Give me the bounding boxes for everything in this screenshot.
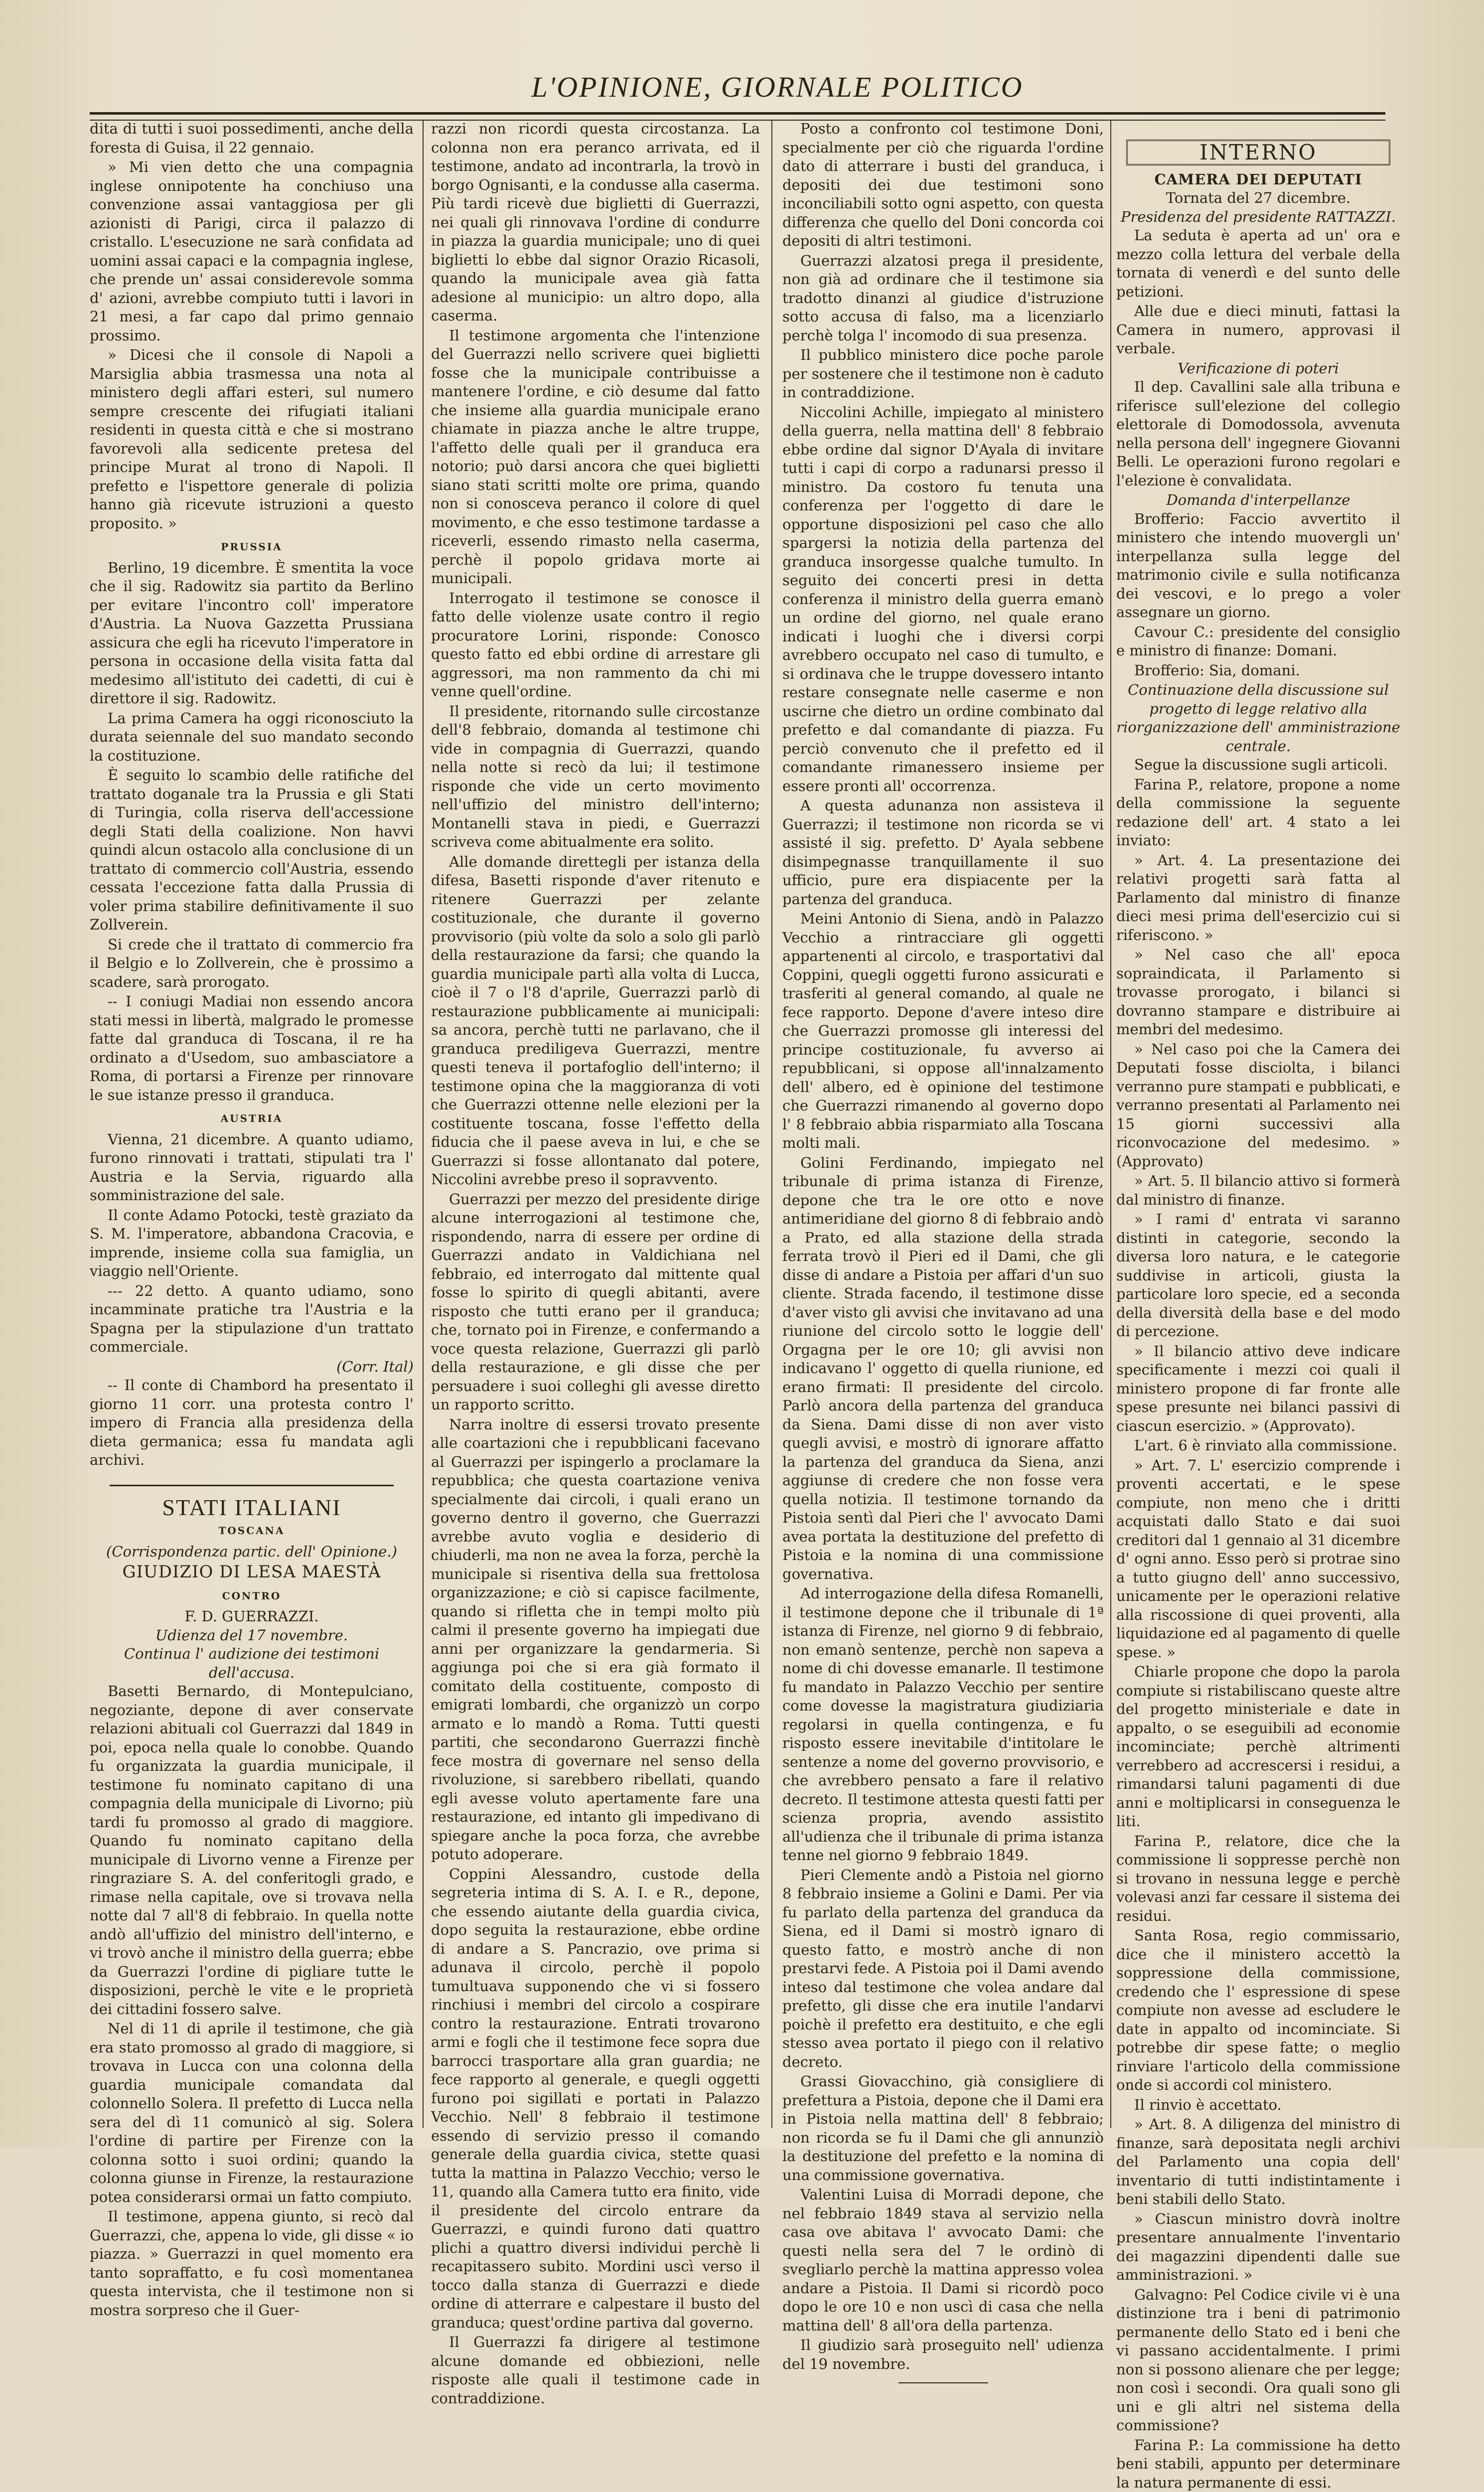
trial-heading: GIUDIZIO DI LESA MAESTÀ xyxy=(90,1563,414,1582)
paragraph: Alle due e dieci minuti, fattasi la Camera in numero, approvasi il verbale. xyxy=(1116,302,1400,358)
paragraph: Il testimone argomenta che l'intenzione del Guerrazzi nello scrivere quei biglietti fosse che la municipale contribuisse a mantenere l'ordine, e ciò desume dal fatto che insieme alla guardia municipale erano chiamate in piazza anche le altre truppe, l'affetto delle quali per il granduca era notorio; può darsi ancora che quei biglietti siano stati scritti molte ore prima, quando non si conosceva peranco il colore di quel movimento, e che esso testimone tardasse a riceverli, essendo rimasto nella caserma, perchè il popolo gridava morte ai municipali. xyxy=(431,326,760,588)
paragraph: Il rinvio è accettato. xyxy=(1116,2096,1400,2115)
paragraph: Basetti Bernardo, di Montepulciano, negoziante, depone di aver conservate relazioni abituali col Guerrazzi dal 1849 in poi, epoca nella quale lo conobbe. Quando fu organizzata la guardia municipale, il testimone fu nominato capitano di una compagnia della municipale di Livorno; più tardi fu promosso al grado di maggiore. Quando fu nominato capitano della municipale di Livorno venne a Firenze per ringraziare S. A. del conferitogli grado, e rimase nella capitale, ove si trovava nella notte dal 7 all'8 di febbraio. In quella notte andò all'uffizio del ministro dell'interno, e vi trovò anche il ministro della guerra; ebbe da Guerrazzi l'ordine di pigliare tutte le disposizioni, perchè le vite e le proprietà dei cittadini fossero salve. xyxy=(90,1682,414,2019)
session-date: Tornata del 27 dicembre. xyxy=(1116,189,1400,208)
paragraph: --- 22 detto. A quanto udiamo, sono incamminate pratiche tra l'Austria e la Spagna per la stipulazione d'un trattato commerciale. xyxy=(90,1282,414,1357)
correspondence-note: (Corrispondenza partic. dell' Opinione.) xyxy=(90,1543,414,1561)
paragraph: -- Il conte di Chambord ha presentato il giorno 11 corr. una protesta contro l' impero di Francia alla presidenza della dieta germanica; essa fu mandata agli archivi. xyxy=(90,1376,414,1470)
paragraph: L'art. 6 è rinviato alla commissione. xyxy=(1116,1436,1400,1455)
paragraph: Si crede che il trattato di commercio fra il Belgio e lo Zollverein, che è prossimo a scadere, sarà prorogato. xyxy=(90,935,414,992)
paragraph: Guerrazzi alzatosi prega il presidente, non già ad ordinare che il testimone sia tradotto dinanzi al giudice d'istruzione sotto accusa di falso, ma a licenziarlo perchè tolga l' incomodo di sua presenza. xyxy=(782,252,1104,345)
paragraph: Cavour C.: presidente del consiglio e ministro di finanze: Domani. xyxy=(1116,623,1400,660)
hearing-date: Udienza del 17 novembre. xyxy=(90,1626,414,1645)
paragraph: Meini Antonio di Siena, andò in Palazzo Vecchio a rintracciare gli oggetti appartenenti al circolo, e trasportativi dal Coppini, quegli oggetti furono assicurati e trasferiti al general comando, al quale ne fece rapporto. Depone d'avere inteso dire che Guerrazzi promosse gli interessi del principe costituzionale, fu avverso ai repubblicani, si oppose all'innalzamento dell' albero, ed è opinione del testimone che Guerrazzi rimanendo al governo dopo l' 8 febbraio abbia risparmiato alla Toscana molti mali. xyxy=(782,910,1104,1153)
column-divider xyxy=(423,120,424,2128)
column-divider xyxy=(1110,120,1111,2128)
paragraph: -- I coniugi Madiai non essendo ancora stati messi in libertà, malgrado le promesse fatte dal granduca di Toscana, il re ha ordinato a d'Usedom, suo ambasciatore a Roma, di portarsi a Firenze per rinnovare le sue istanze presso il granduca. xyxy=(90,992,414,1104)
column-1 xyxy=(90,120,414,2113)
subheading: Domanda d'interpellanze xyxy=(1116,491,1400,510)
column-4 xyxy=(1116,120,1400,2113)
paragraph: Il presidente, ritornando sulle circostanze dell'8 febbraio, domanda al testimone chi vide in compagnia di Guerrazzi, quando nella notte si recò da lui; il testimone risponde che vide un certo movimento nell'uffizio del ministro dell'interno; Montanelli stava in piedi, e Guerrazzi scriveva come abitualmente era solito. xyxy=(431,702,760,852)
paragraph: Santa Rosa, regio commissario, dice che il ministero accettò la soppressione della commissione, credendo che l' espressione di spese compiute non avesse ad escludere le date in appalto od incominciate. Si potrebbe dir spese fatte; o meglio rinviare l'articolo della commissione onde si accordi col ministero. xyxy=(1116,1926,1400,2095)
end-rule xyxy=(898,2382,988,2383)
paragraph: Pieri Clemente andò a Pistoia nel giorno 8 febbraio insieme a Golini e Dami. Per via fu parlato della partenza del granduca da Siena, ed il Dami si mostrò ignaro di questo fatto, e mostrò anche di non prestarvi fede. A Pistoia poi il Dami avendo inteso dal testimone che volea andare dal prefetto, gli disse che era inutile l'andarvi poichè il prefetto era destituito, e che egli stesso avea portato il piego con il relativo decreto. xyxy=(782,1866,1104,2072)
paragraph: » Art. 4. La presentazione dei relativi progetti sarà fatta al Parlamento dal ministro di finanze dieci mesi prima dell'esercizio cui si riferiscono. » xyxy=(1116,851,1400,945)
paragraph: Coppini Alessandro, custode della segreteria intima di S. A. I. e R., depone, che essendo aiutante della guardia civica, dopo seguita la restaurazione, ebbe ordine di andare a S. Pancrazio, ove prima si adunava il circolo, perchè il popolo tumultuava supponendo che vi si fossero rinchiusi i membri del circolo a cospirare contro la restaurazione. Entrati trovarono armi e fogli che il testimone fece sopra due barrocci trasportare alla gran guardia; ne fece rapporto al generale, e quegli oggetti furono poi sigillati e portati in Palazzo Vecchio. Nell' 8 febbraio il testimone essendo di servizio presso il comando generale della guardia civica, stette quasi tutta la mattina in Palazzo Vecchio; verso le 11, quando alla Camera tutto era finito, vide il presidente del circolo entrare da Guerrazzi, e quindi furono dati quattro plichi a quattro diversi individui perchè li recapitassero subito. Mordini uscì verso il tocco dalla stanza di Guerrazzi e diede ordine di atterrare e calpestare il busto del granduca; quest'ordine partiva dal governo. xyxy=(431,1865,760,2333)
paragraph: Grassi Giovacchino, già consigliere di prefettura a Pistoia, depone che il Dami era in Pistoia nella mattina dell' 8 febbraio; non ricorda se fu il Dami che gli annunziò la destituzione del prefetto e la nomina di una commissione governativa. xyxy=(782,2072,1104,2184)
paragraph: » I rami d' entrata vi saranno distinti in categorie, secondo la diversa loro natura, e le categorie suddivise in articoli, giusta la particolare loro specie, ed a seconda della diversità della base e del modo di percezione. xyxy=(1116,1210,1400,1341)
subheading: Continuazione della discussione sul progetto di legge relativo alla riorganizzazione dell' amministrazione centrale. xyxy=(1116,681,1400,756)
section-heading-austria: AUSTRIA xyxy=(90,1109,414,1128)
paragraph: Segue la discussione sugli articoli. xyxy=(1116,756,1400,775)
paragraph: Galvagno: Pel Codice civile vi è una distinzione tra i beni di patrimonio permanente dello Stato ed i beni che vi passano accidentalmente. I primi non si possono alienare che per legge; non così i secondi. Ora quali sono gli uni e gli altri nel sistema della commissione? xyxy=(1116,2286,1400,2435)
paragraph: Brofferio: Faccio avvertito il ministero che intendo muovergli un' interpellanza sulla legge del matrimonio civile e sulla notificanza dei vescovi, e lo prego a voler assegnare un giorno. xyxy=(1116,510,1400,622)
paragraph: » Il bilancio attivo deve indicare specificamente i mezzi coi quali il ministero propone di far fronte alle spese presunte nei bilanci passivi di ciascun esercizio. » (Approvato). xyxy=(1116,1342,1400,1436)
paragraph: Interrogato il testimone se conosce il fatto delle violenze usate contro il regio procuratore Lorini, risponde: Conosco questo fatto ed ebbi ordine di arrestare gli aggressori, ma non rammento da chi mi venne quell'ordine. xyxy=(431,589,760,701)
paragraph: Berlino, 19 dicembre. È smentita la voce che il sig. Radowitz sia partito da Berlino per evitare l'incontro coll' imperatore d'Austria. La Nuova Gazzetta Prussiana assicura che egli ha ricevuto l'imperatore in persona in occasione della visita fatta dal medesimo all'istituto dei cadetti, di cui è direttore il sig. Radowitz. xyxy=(90,559,414,708)
column-2 xyxy=(431,120,760,2113)
paragraph: dita di tutti i suoi possedimenti, anche della foresta di Guisa, il 22 gennaio. xyxy=(90,120,414,157)
section-divider xyxy=(110,1485,394,1486)
paragraph: Il pubblico ministero dice poche parole per sostenere che il testimone non è caduto in contraddizione. xyxy=(782,346,1104,402)
contro-label: CONTRO xyxy=(90,1587,414,1606)
paragraph: razzi non ricordi questa circostanza. La colonna non era peranco arrivata, ed il testimone, andato ad incontrarla, la trovò in borgo Ognisanti, e la condusse alla caserma. Più tardi ricevè due biglietti di Guerrazzi, nei quali gli rinnovava l'ordine di condurre in piazza la guardia municipale; uno di quei biglietti lo ebbe dal signor Orazio Ricasoli, quando la municipale avea già fatta adesione al municipio: un altro dopo, alla caserma. xyxy=(431,120,760,325)
column-divider xyxy=(771,120,772,2128)
paragraph: » Art. 7. L' esercizio comprende i proventi accertati, e le spese compiute, non meno che i dritti acquistati dallo Stato e dai suoi creditori dal 1 gennaio al 31 dicembre d' ogni anno. Esso però si protrae sino a tutto giugno dell' anno successivo, unicamente per le operazioni relative alla riscossione di quei proventi, alla liquidazione ed al pagamento di quelle spese. » xyxy=(1116,1456,1400,1662)
paragraph: La prima Camera ha oggi riconosciuto la durata seiennale del suo mandato secondo la costituzione. xyxy=(90,709,414,766)
paragraph: Farina P., relatore, dice che la commissione li soppresse perchè non si trovano in nessuna legge e perchè volevasi anzi far cessare il sistema dei residui. xyxy=(1116,1832,1400,1926)
paragraph: » Art. 8. A diligenza del ministro di finanze, sarà depositata negli archivi del Parlamento una copia dell' inventario di tutti indistintamente i beni stabili dello Stato. xyxy=(1116,2115,1400,2209)
paragraph: » Ciascun ministro dovrà inoltre presentare annualmente l'inventario dei magazzini dipendenti dalle sue amministrazioni. » xyxy=(1116,2210,1400,2285)
paragraph: Posto a confronto col testimone Doni, specialmente per ciò che riguarda l'ordine dato di atterrare i busti del granduca, i depositi dei due testimoni sono inconciliabili sotto ogni aspetto, con questa differenza che quello del Doni concorda coi depositi di altri testimoni. xyxy=(782,120,1104,251)
paragraph: Niccolini Achille, impiegato al ministero della guerra, nella mattina dell' 8 febbraio ebbe ordine dal signor D'Ayala di invitare tutti i capi di corpo a radunarsi presso il ministro. Da costoro fu tenuta una conferenza per l'oggetto di dare le opportune disposizioni pel caso che allo spargersi la notizia della partenza del granduca insorgesse qualche tumulto. In seguito dei concerti presi in detta conferenza il ministro della guerra emanò un ordine del giorno, nel quale erano indicati i luoghi che i diversi corpi avrebbero occupato nel caso di tumulto, e si ordinava che le truppe dovessero intanto restare consegnate nelle caserme e non uscirne che dietro un ordine combinato dal prefetto e dal comandante di piazza. Fu perciò convenuto che il prefetto ed il comandante rimanessero insieme per essere pronti all' occorrenza. xyxy=(782,403,1104,796)
paragraph: Il giudizio sarà proseguito nell' udienza del 19 novembre. xyxy=(782,2336,1104,2373)
paragraph: » Art. 5. Il bilancio attivo si formerà dal ministro di finanze. xyxy=(1116,1172,1400,1209)
paragraph: Guerrazzi per mezzo del presidente dirige alcune interrogazioni al testimone che, rispondendo, narra di essere per ordine di Guerrazzi andato in Valdichiana nel febbraio, ed interrogato dal mittente qual fosse lo spirito di quegli abitanti, avere risposto che tutti erano per il granduca; che, tornato poi in Firenze, e confermando a voce questa relazione, Guerrazzi gli parlò della restaurazione, e gli disse che per persuadere i suoi colleghi gli avesse diretto un rapporto scritto. xyxy=(431,1190,760,1414)
hearing-subtitle: Continua l' audizione dei testimoni dell'accusa. xyxy=(90,1645,414,1682)
section-heading-prussia: PRUSSIA xyxy=(90,538,414,557)
paragraph: Nel di 11 di aprile il testimone, che già era stato promosso al grado di maggiore, si trovava in Lucca con una colonna della guardia municipale comandata dal colonnello Solera. Il prefetto di Lucca nella sera del dì 11 comunicò al sig. Solera l'ordine di partire per Firenze con la colonna sotto i suoi ordini; quando la colonna giunse in Firenze, la restaurazione potea considerarsi ormai un fatto compiuto. xyxy=(90,2020,414,2206)
masthead-title: L'OPINIONE, GIORNALE POLITICO xyxy=(90,60,1465,115)
presidency: Presidenza del presidente RATTAZZI. xyxy=(1116,208,1400,227)
signature: (Corr. Ital) xyxy=(90,1358,414,1377)
paragraph: Ad interrogazione della difesa Romanelli, il testimone depone che il tribunale di 1ª istanza di Firenze, nel giorno 9 di febbraio, non emanò sentenze, perchè non sapeva a nome di chi dovesse emanarle. Il testimone fu mandato in Palazzo Vecchio per sentire come dovesse la magistratura giudiziaria regolarsi in quella contingenza, e fu risposto essere inevitabile d'intitolare le sentenze a nome del governo provvisorio, e che avrebbero pensato a fare il relativo decreto. Il testimone attesta questi fatti per scienza propria, avendo assistito all'udienza che il tribunale di prima istanza tenne nel giorno 9 febbraio 1849. xyxy=(782,1584,1104,1865)
subheading: Verificazione di poteri xyxy=(1116,359,1400,378)
masthead xyxy=(90,60,1465,115)
stati-italiani-heading: STATI ITALIANI xyxy=(90,1498,414,1517)
defendant-name: F. D. GUERRAZZI. xyxy=(90,1607,414,1626)
paragraph: » Nel caso poi che la Camera dei Deputati fosse disciolta, i bilanci verranno pure stampati e pubblicati, e verranno presentati al Parlamento nei 15 giorni successivi alla riconvocazione del medesimo. » (Approvato) xyxy=(1116,1040,1400,1171)
paragraph: Valentini Luisa di Morradi depone, che nel febbraio 1849 stava al servizio nella casa ove abitava l' avvocato Dami: che questi nella sera del 7 le ordinò di svegliarlo perchè la mattina appresso volea andare a Pistoia. Il Dami si ricordò poco dopo le ore 10 e non uscì di casa che nella mattina dell' 8 all'ora della partenza. xyxy=(782,2185,1104,2335)
column-3 xyxy=(782,120,1104,2113)
interno-heading: INTERNO xyxy=(1126,140,1390,165)
paragraph: » Mi vien detto che una compagnia inglese onnipotente ha conchiuso una convenzione assai vantaggiosa per gli azionisti di Parigi, circa il palazzo di cristallo. L'esecuzione ne sarà confidata ad uomini assai capaci e la compagnia inglese, che prende un' assai considerevole somma d' azioni, avrebbe compiuto tutti i lavori in 21 mesi, a far capo dal primo gennaio prossimo. xyxy=(90,158,414,345)
paragraph: Farina P.: La commissione ha detto beni stabili, appunto per determinare la natura permanente di essi. xyxy=(1116,2436,1400,2492)
paragraph: Vienna, 21 dicembre. A quanto udiamo, furono rinnovati i trattati, stipulati tra l' Austria e la Servia, riguardo alla somministrazione del sale. xyxy=(90,1130,414,1205)
paragraph: A questa adunanza non assisteva il Guerrazzi; il testimone non ricorda se vi assisté il sig. prefetto. D' Ayala sebbene disimpegnasse tranquillamente il suo ufficio, pure era dispiacente per la partenza del granduca. xyxy=(782,796,1104,909)
paragraph: » Nel caso che all' epoca sopraindicata, il Parlamento si trovasse prorogato, i bilanci si dovranno stampare e distribuire ai membri del medesimo. xyxy=(1116,945,1400,1039)
paragraph: Narra inoltre di essersi trovato presente alle coartazioni che i repubblicani facevano al Guerrazzi per ispingerlo a proclamare la repubblica; che questa coartazione veniva specialmente dai circoli, i quali erano un governo dentro il governo, che Guerrazzi avrebbe avuto voglia e desiderio di chiuderli, ma non ne avea la forza, perchè la municipale si risentiva della sua frettolosa organizzazione; e ciò si capisce facilmente, quando si rifletta che in tempi molto più calmi il presente governo ha impiegati due anni per organizzare la gendarmeria. Si aggiunga poi che si era già formato il comitato della costituente, composto di emigrati lombardi, che organizzò un corpo armato e lo mandò a Roma. Tutti questi partiti, che secondarono Guerrazzi finchè fece mostra di governare nel senso della rivoluzione, si sarebbero ribellati, quando egli avesse voluto apertamente fare una restaurazione, ed intanto gli impedivano di spiegare anche la poca forza, che avrebbe potuto adoperare. xyxy=(431,1415,760,1864)
paragraph: Il dep. Cavallini sale alla tribuna e riferisce sull'elezione del collegio elettorale di Domodossola, avvenuta nella persona dell' ingegnere Giovanni Belli. Le operazioni furono regolari e l'elezione è convalidata. xyxy=(1116,378,1400,490)
paragraph: Il testimone, appena giunto, si recò dal Guerrazzi, che, appena lo vide, gli disse « io piazza. » Guerrazzi in quel momento era tanto sopraffatto, e fu così momentanea questa intervista, che il testimone non si mostra sorpreso che il Guer- xyxy=(90,2207,414,2320)
paragraph: » Dicesi che il console di Napoli a Marsiglia abbia trasmessa una nota al ministero degli affari esteri, sul numero sempre crescente dei rifugiati italiani residenti in questa città e che si mostrano favorevoli alla sedicente pretesa del principe Murat al trono di Napoli. Il prefetto e l'ispettore generale di polizia hanno già ricevute istruzioni a questo proposito. » xyxy=(90,346,414,533)
paragraph: Chiarle propone che dopo la parola compiute si ristabiliscano queste altre del progetto ministeriale e date in appalto, o se eseguibili ad economie incominciate; perchè altrimenti verrebbero ad accrescersi i residui, a rimandarsi taluni pagamenti di due anni e moltiplicarsi in conseguenza le liti. xyxy=(1116,1663,1400,1831)
paragraph: Il conte Adamo Potocki, testè graziato da S. M. l'imperatore, abbandona Cracovia, e imprende, insieme colla sua famiglia, un viaggio nell'Oriente. xyxy=(90,1206,414,1281)
camera-heading: CAMERA DEI DEPUTATI xyxy=(1116,170,1400,189)
paragraph: Golini Ferdinando, impiegato nel tribunale di prima istanza di Firenze, depone che tra le ore otto e nove antimeridiane del giorno 8 di febbraio andò a Prato, ed alla stazione della strada ferrata trovò il Pieri ed il Dami, che gli disse di andare a Pistoia per affari d'un suo cliente. Strada facendo, il testimone disse d'aver visto gli avvisi che invitavano ad una riunione del circolo sotto le loggie dell' Orgagna per le ore 10; gli avvisi non indicavano l' oggetto di quella riunione, ed erano firmati: Il presidente del circolo. Parlò ancora della partenza del granduca da Siena. Dami disse di non aver visto quegli avvisi, e mostrò di ignorare affatto la partenza del granduca da Siena, anzi aggiunse di credere che non fosse vera quella notizia. Il testimone tornando da Pistoia sentì dal Pieri che l' avvocato Dami avea portata la destituzione del prefetto di Pistoia e la nomina di una commissione governativa. xyxy=(782,1154,1104,1584)
paragraph: Alle domande direttegli per istanza della difesa, Basetti risponde d'aver ritenuto e ritenere Guerrazzi per zelante costituzionale, che durante il governo provvisorio (più volte da solo a solo gli parlò della restaurazione da farsi; che quando la guardia municipale partì alla volta di Lucca, cioè il 7 o l'8 d'aprile, Guerrazzi parlò di restaurazione pubblicamente ai municipali: sa ancora, perchè tutti ne parlavano, che il granduca prediligeva Guerrazzi, mentre questi teneva il portafoglio dell'interno; il testimone opina che la maggioranza di voti che Guerrazzi ottenne nelle elezioni per la costituente toscana, fosse l'effetto della fiducia che il paese aveva in lui, e che se Guerrazzi si fosse allontanato dal potere, Niccolini avrebbe preso il sopravvento. xyxy=(431,853,760,1189)
paragraph: Il Guerrazzi fa dirigere al testimone alcune domande ed obbiezioni, nelle risposte alle quali il testimone cade in contraddizione. xyxy=(431,2333,760,2408)
paragraph: È seguito lo scambio delle ratifiche del trattato doganale tra la Prussia e gli Stati di Turingia, colla riserva dell'accessione degli Stati della coalizione. Non havvi quindi alcun ostacolo alla conclusione di un trattato di commercio coll'Austria, essendo cessata l'eccezione fatta dalla Prussia di voler prima stabilire definitivamente il suo Zollverein. xyxy=(90,766,414,934)
paragraph: Farina P., relatore, propone a nome della commissione la seguente redazione dell' art. 4 stato a lei inviato: xyxy=(1116,776,1400,850)
paragraph: Brofferio: Sia, domani. xyxy=(1116,661,1400,680)
section-heading-toscana: TOSCANA xyxy=(90,1522,414,1541)
paragraph: La seduta è aperta ad un' ora e mezzo colla lettura del verbale della tornata di venerdì e del sunto delle petizioni. xyxy=(1116,226,1400,301)
